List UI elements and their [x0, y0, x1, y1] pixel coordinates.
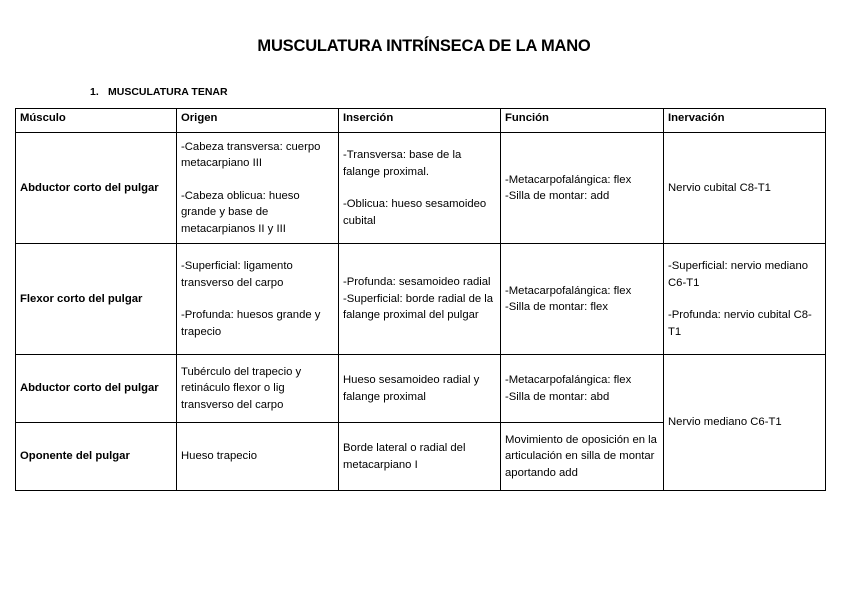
- insertion-cell: [339, 133, 501, 244]
- insertion-cell: [339, 244, 501, 355]
- function-cell: [501, 355, 664, 423]
- function-line: Movimiento de oposición en la articulación en silla de montar aportando add: [505, 433, 657, 479]
- origin-line: -Superficial: ligamento transverso del carpo: [181, 260, 293, 289]
- function-line: -Metacarpofalángica: flex: [505, 284, 632, 297]
- table-row: [16, 133, 826, 244]
- function-line: -Metacarpofalángica: flex: [505, 173, 632, 186]
- origin-cell: [177, 423, 339, 491]
- insertion-line: -Superficial: borde radial de la falange proximal del pulgar: [343, 292, 494, 322]
- section-heading: [90, 86, 228, 98]
- header-origin: Origen: [177, 109, 339, 133]
- muscle-cell: Flexor corto del pulgar: [16, 244, 177, 355]
- innervation-cell-shared: Nervio mediano C6-T1: [664, 355, 826, 491]
- origin-cell: [177, 244, 339, 355]
- origin-line: Tubérculo del trapecio y retináculo flexor o lig transverso del carpo: [181, 365, 302, 411]
- origin-line: -Profunda: huesos grande y trapecio: [181, 309, 321, 338]
- header-function: Función: [501, 109, 664, 133]
- header-innervation: Inervación: [664, 109, 826, 133]
- muscle-cell: Abductor corto del pulgar: [16, 355, 177, 423]
- function-line: -Silla de montar: abd: [505, 390, 610, 403]
- function-cell: [501, 423, 664, 491]
- origin-cell: [177, 355, 339, 423]
- innervation-line: -Superficial: nervio mediano C6-T1: [668, 260, 809, 289]
- table-header-row: [16, 109, 826, 133]
- insertion-cell: [339, 423, 501, 491]
- insertion-line: Hueso sesamoideo radial y falange proximal: [343, 374, 480, 403]
- header-insertion: Inserción: [339, 109, 501, 133]
- header-muscle: Músculo: [16, 109, 177, 133]
- origin-line: -Cabeza transversa: cuerpo metacarpiano III: [181, 140, 321, 170]
- function-cell: [501, 244, 664, 355]
- innervation-line: -Profunda: nervio cubital C8-T1: [668, 309, 812, 338]
- function-cell: [501, 133, 664, 244]
- insertion-line: -Profunda: sesamoideo radial: [343, 276, 491, 289]
- insertion-cell: [339, 355, 501, 423]
- origin-line: Hueso trapecio: [181, 450, 257, 463]
- muscle-cell: Abductor corto del pulgar: [16, 133, 177, 244]
- function-line: -Silla de montar: flex: [505, 301, 608, 313]
- insertion-line: -Oblicua: hueso sesamoideo cubital: [343, 198, 487, 227]
- table-row: [16, 244, 826, 355]
- origin-line: -Cabeza oblicua: hueso grande y base de metacarpianos II y III: [181, 189, 300, 235]
- section-label: MUSCULATURA TENAR: [108, 86, 228, 98]
- innervation-cell: [664, 133, 826, 244]
- innervation-cell: [664, 244, 826, 355]
- function-line: -Metacarpofalángica: flex: [505, 374, 632, 386]
- innervation-line: Nervio cubital C8-T1: [668, 181, 771, 194]
- insertion-line: Borde lateral o radial del metacarpiano I: [343, 442, 466, 471]
- muscle-cell: Oponente del pulgar: [16, 423, 177, 491]
- table-row: [16, 355, 826, 423]
- muscle-table: [15, 108, 826, 491]
- section-number: 1.: [90, 86, 99, 98]
- document-title: MUSCULATURA INTRÍNSECA DE LA MANO: [257, 37, 591, 55]
- insertion-line: -Transversa: base de la falange proximal.: [343, 149, 462, 178]
- origin-cell: [177, 133, 339, 244]
- function-line: -Silla de montar: add: [505, 190, 610, 202]
